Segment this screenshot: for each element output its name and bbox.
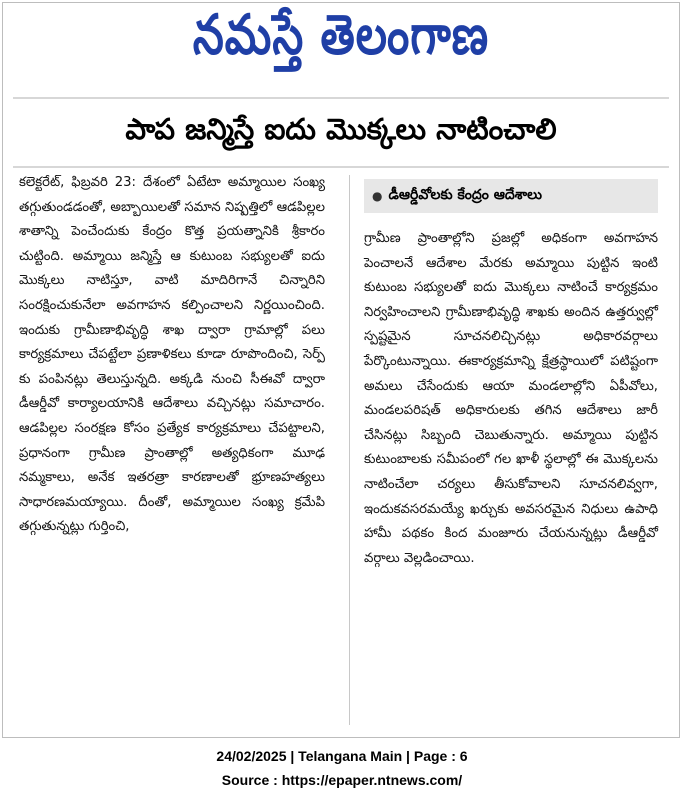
newspaper-clipping [2, 2, 680, 738]
footer-date-line: 24/02/2025 | Telangana Main | Page : 6 [216, 748, 468, 764]
subheading-text: డీఆర్డీవోలకు కేంద్రం ఆదేశాలు [388, 186, 542, 203]
masthead-title: నమస్తే తెలంగాణ [192, 3, 490, 67]
column-divider [349, 175, 350, 725]
footer-source-line: Source : https://epaper.ntnews.com/ [221, 772, 463, 788]
article-right-text: గ్రామీణ ప్రాంతాల్లోని ప్రజల్లో అధికంగా అవగాహన పెంచాలనే ఆదేశాల మేరకు అమ్మాయి పుట్టిన ఇంటి కుటుంబ సభ్యులతో ఐదు మొక్కలు నాటించే కార్యక్రమం నిర్వహించాలని గ్రామీణాభివృద్ధి శాఖకు అందిన ఉత్తర్వుల్లో స్పష్టమైన సూచనలిచ్చినట్లు అధికారవర్గాలు పేర్కొంటున్నాయి. ఈకార్యక్రమాన్ని క్షేత్రస్థాయిలో పటిష్టంగా అమలు చేసేందుకు ఆయా మండలాల్లోని ఏపీవోలు, మండలపరిషత్ అధికారులకు తగిన ఆదేశాలు జారీ చేసినట్లు సిబ్బంది చెబుతున్నారు. అమ్మాయి పుట్టిన కుటుంబాలకు సమీపంలో గల ఖాళీ స్థలాల్లో ఈ మొక్కలను నాటించేలా చర్యలు తీసుకోవాలని సూచనలివ్వగా, ఇందుకవసరమయ్యే ఖర్చుకు అవసరమైన నిధులు ఉపాధి హామీ పథకం కింద మంజూరు చేయనున్నట్లు డీఆర్డీవో వర్గాలు వెల్లడించాయి. [364, 231, 658, 566]
article-column-right [364, 227, 658, 571]
subheading-box [364, 179, 658, 213]
article-column-left [19, 171, 325, 540]
headline-bottom-rule [13, 166, 669, 168]
headline [13, 103, 669, 163]
source-footer [0, 744, 684, 792]
article-body [19, 171, 659, 731]
bullet-icon: ● [372, 189, 383, 203]
headline-top-rule [13, 97, 669, 99]
masthead [3, 3, 679, 81]
article-left-text: కలెక్టరేట్, ఫిబ్రవరి 23: దేశంలో ఏటేటా అమ్మాయిల సంఖ్య తగ్గుతుండడంతో, అబ్బాయిలతో సమాన నిష్పత్తిలో ఆడపిల్లల శాతాన్ని పెంచేందుకు కేంద్రం కొత్త ప్రయత్నానికి శ్రీకారం చుట్టింది. అమ్మాయి జన్మిస్తే ఆ కుటుంబ సభ్యులతో ఐదు మొక్కలు నాటిస్తూ, వాటి మాదిరిగానే చిన్నారిని సంరక్షించుకునేలా అవగాహన కల్పించాలని నిర్ణయించింది. ఇందుకు గ్రామీణాభివృద్ధి శాఖ ద్వారా గ్రామాల్లో పలు కార్యక్రమాలు చేపట్టేలా ప్రణాళికలు కూడా రూపొందించి, సెర్ప్ కు పంపినట్లు తెలుస్తున్నది. అక్కడి నుంచి సీఈవో ద్వారా డీఆర్డీవో కార్యాలయానికి ఆదేశాలు వచ్చినట్లు సమాచారం. ఆడపిల్లల సంరక్షణ కోసం ప్రత్యేక కార్యక్రమాలు చేపట్టాలని, ప్రధానంగా గ్రామీణ ప్రాంతాల్లో అత్యధికంగా మూఢ నమ్మకాలు, అనేక ఇతరత్రా కారణాలతో భ్రూణహత్యలు సాధారణమయ్యాయి. దీంతో, అమ్మాయిల సంఖ్య క్రమేపి తగ్గుతున్నట్లు గుర్తించి, [19, 175, 325, 535]
headline-text: పాప జన్మిస్తే ఐదు మొక్కలు నాటించాలి [125, 112, 557, 146]
